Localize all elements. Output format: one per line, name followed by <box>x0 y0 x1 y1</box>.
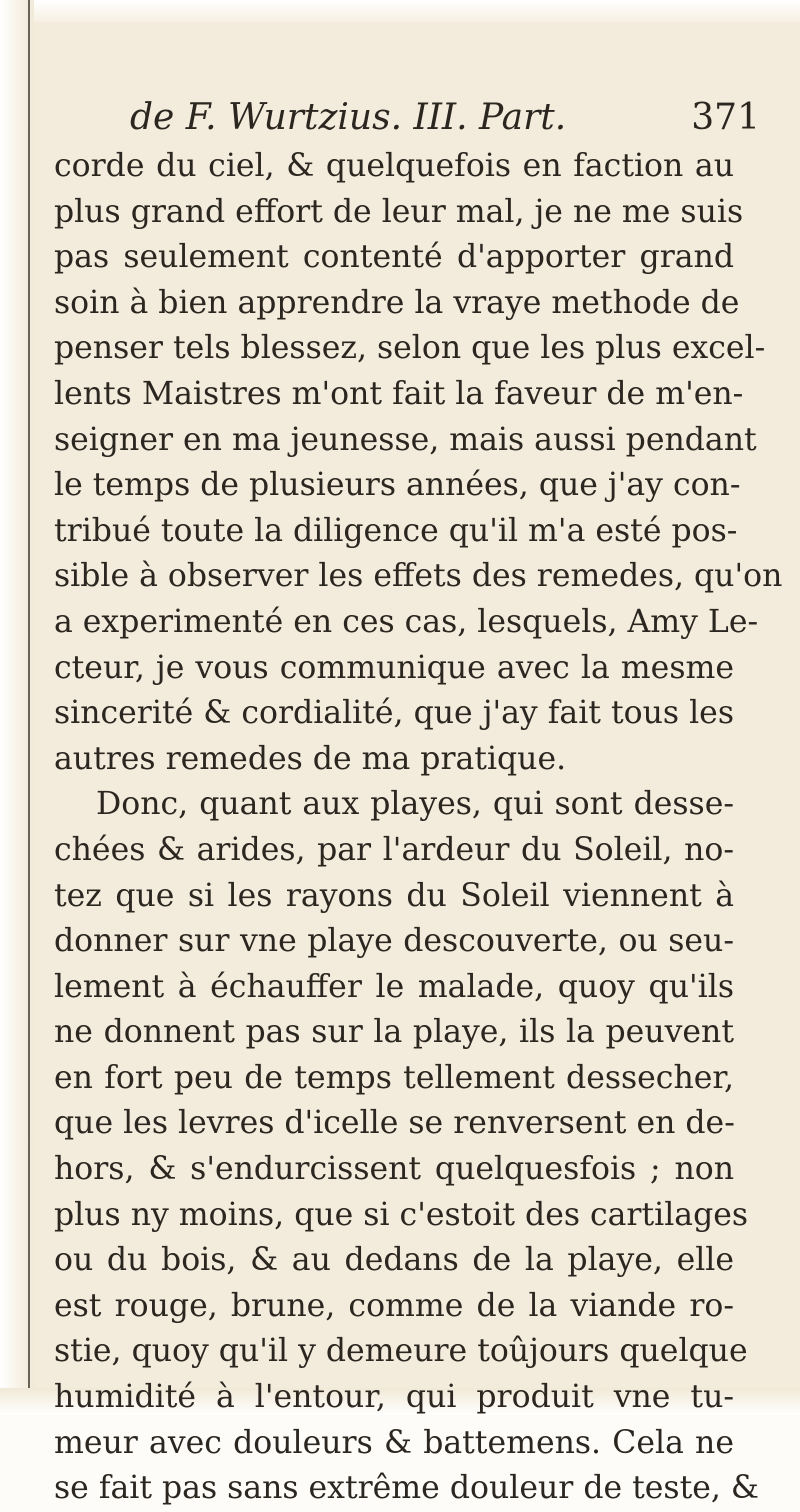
text-line: seigner en ma jeunesse, mais aussi pendant <box>54 421 757 458</box>
text-line: ou du bois, & au dedans de la playe, elle <box>54 1242 734 1279</box>
text-line: sincerité & cordialité, que j'ay fait tous les <box>54 695 734 732</box>
text-line: penser tels blessez, selon que les plus excel- <box>54 330 766 367</box>
text-line: sible à observer les effets des remedes, qu'on <box>54 558 783 595</box>
text-line: lents Maistres m'ont fait la faveur de m'en- <box>54 375 744 412</box>
text-line: est rouge, brune, comme de la viande ro- <box>54 1287 734 1324</box>
running-head <box>130 92 770 144</box>
text-line: soin à bien apprendre la vraye methode de <box>54 284 740 321</box>
text-line: que les levres d'icelle se renversent en de- <box>54 1105 735 1142</box>
text-line: humidité à l'entour, qui produit vne tu- <box>54 1379 734 1416</box>
text-line: plus ny moins, que si c'estoit des cartilages <box>54 1196 749 1233</box>
text-line: plus grand effort de leur mal, je ne me suis <box>54 193 744 230</box>
text-line: donner sur vne playe descouverte, ou seu- <box>54 923 734 960</box>
text-line: meur avec douleurs & battemens. Cela ne <box>54 1424 734 1461</box>
text-line: ne donnent pas sur la playe, ils la peuvent <box>54 1014 734 1051</box>
text-line: lement à échauffer le malade, quoy qu'ils <box>54 968 734 1005</box>
text-line: se fait pas sans extrême douleur de teste, & <box>54 1470 759 1507</box>
text-line: en fort peu de temps tellement dessecher, <box>54 1059 734 1096</box>
running-head-title: de F. Wurtzius. III. Part. <box>130 97 567 138</box>
text-line: autres remedes de ma pratique. <box>54 740 567 777</box>
text-line: pas seulement contenté d'apporter grand <box>54 239 734 276</box>
text-line: tez que si les rayons du Soleil viennent à <box>54 877 734 914</box>
page-number: 371 <box>691 97 760 138</box>
scan-margin-top <box>0 0 800 22</box>
text-line: hors, & s'endurcissent quelquesfois ; non <box>54 1151 734 1188</box>
text-line: stie, quoy qu'il y demeure toûjours quelque <box>54 1333 748 1370</box>
text-line: chées & arides, par l'ardeur du Soleil, no- <box>54 831 734 868</box>
text-line: a experimenté en ces cas, lesquels, Amy Le- <box>54 603 759 640</box>
text-line: le temps de plusieurs années, que j'ay con- <box>54 467 741 504</box>
text-line: tribué toute la diligence qu'il m'a esté pos- <box>54 512 738 549</box>
page-fold-line <box>28 0 30 1415</box>
text-line: Donc, quant aux playes, qui sont desse- <box>96 786 734 823</box>
body-text <box>54 144 783 1512</box>
text-line: corde du ciel, & quelquefois en faction au <box>54 148 734 184</box>
text-line: cteur, je vous communique avec la mesme <box>54 649 734 686</box>
